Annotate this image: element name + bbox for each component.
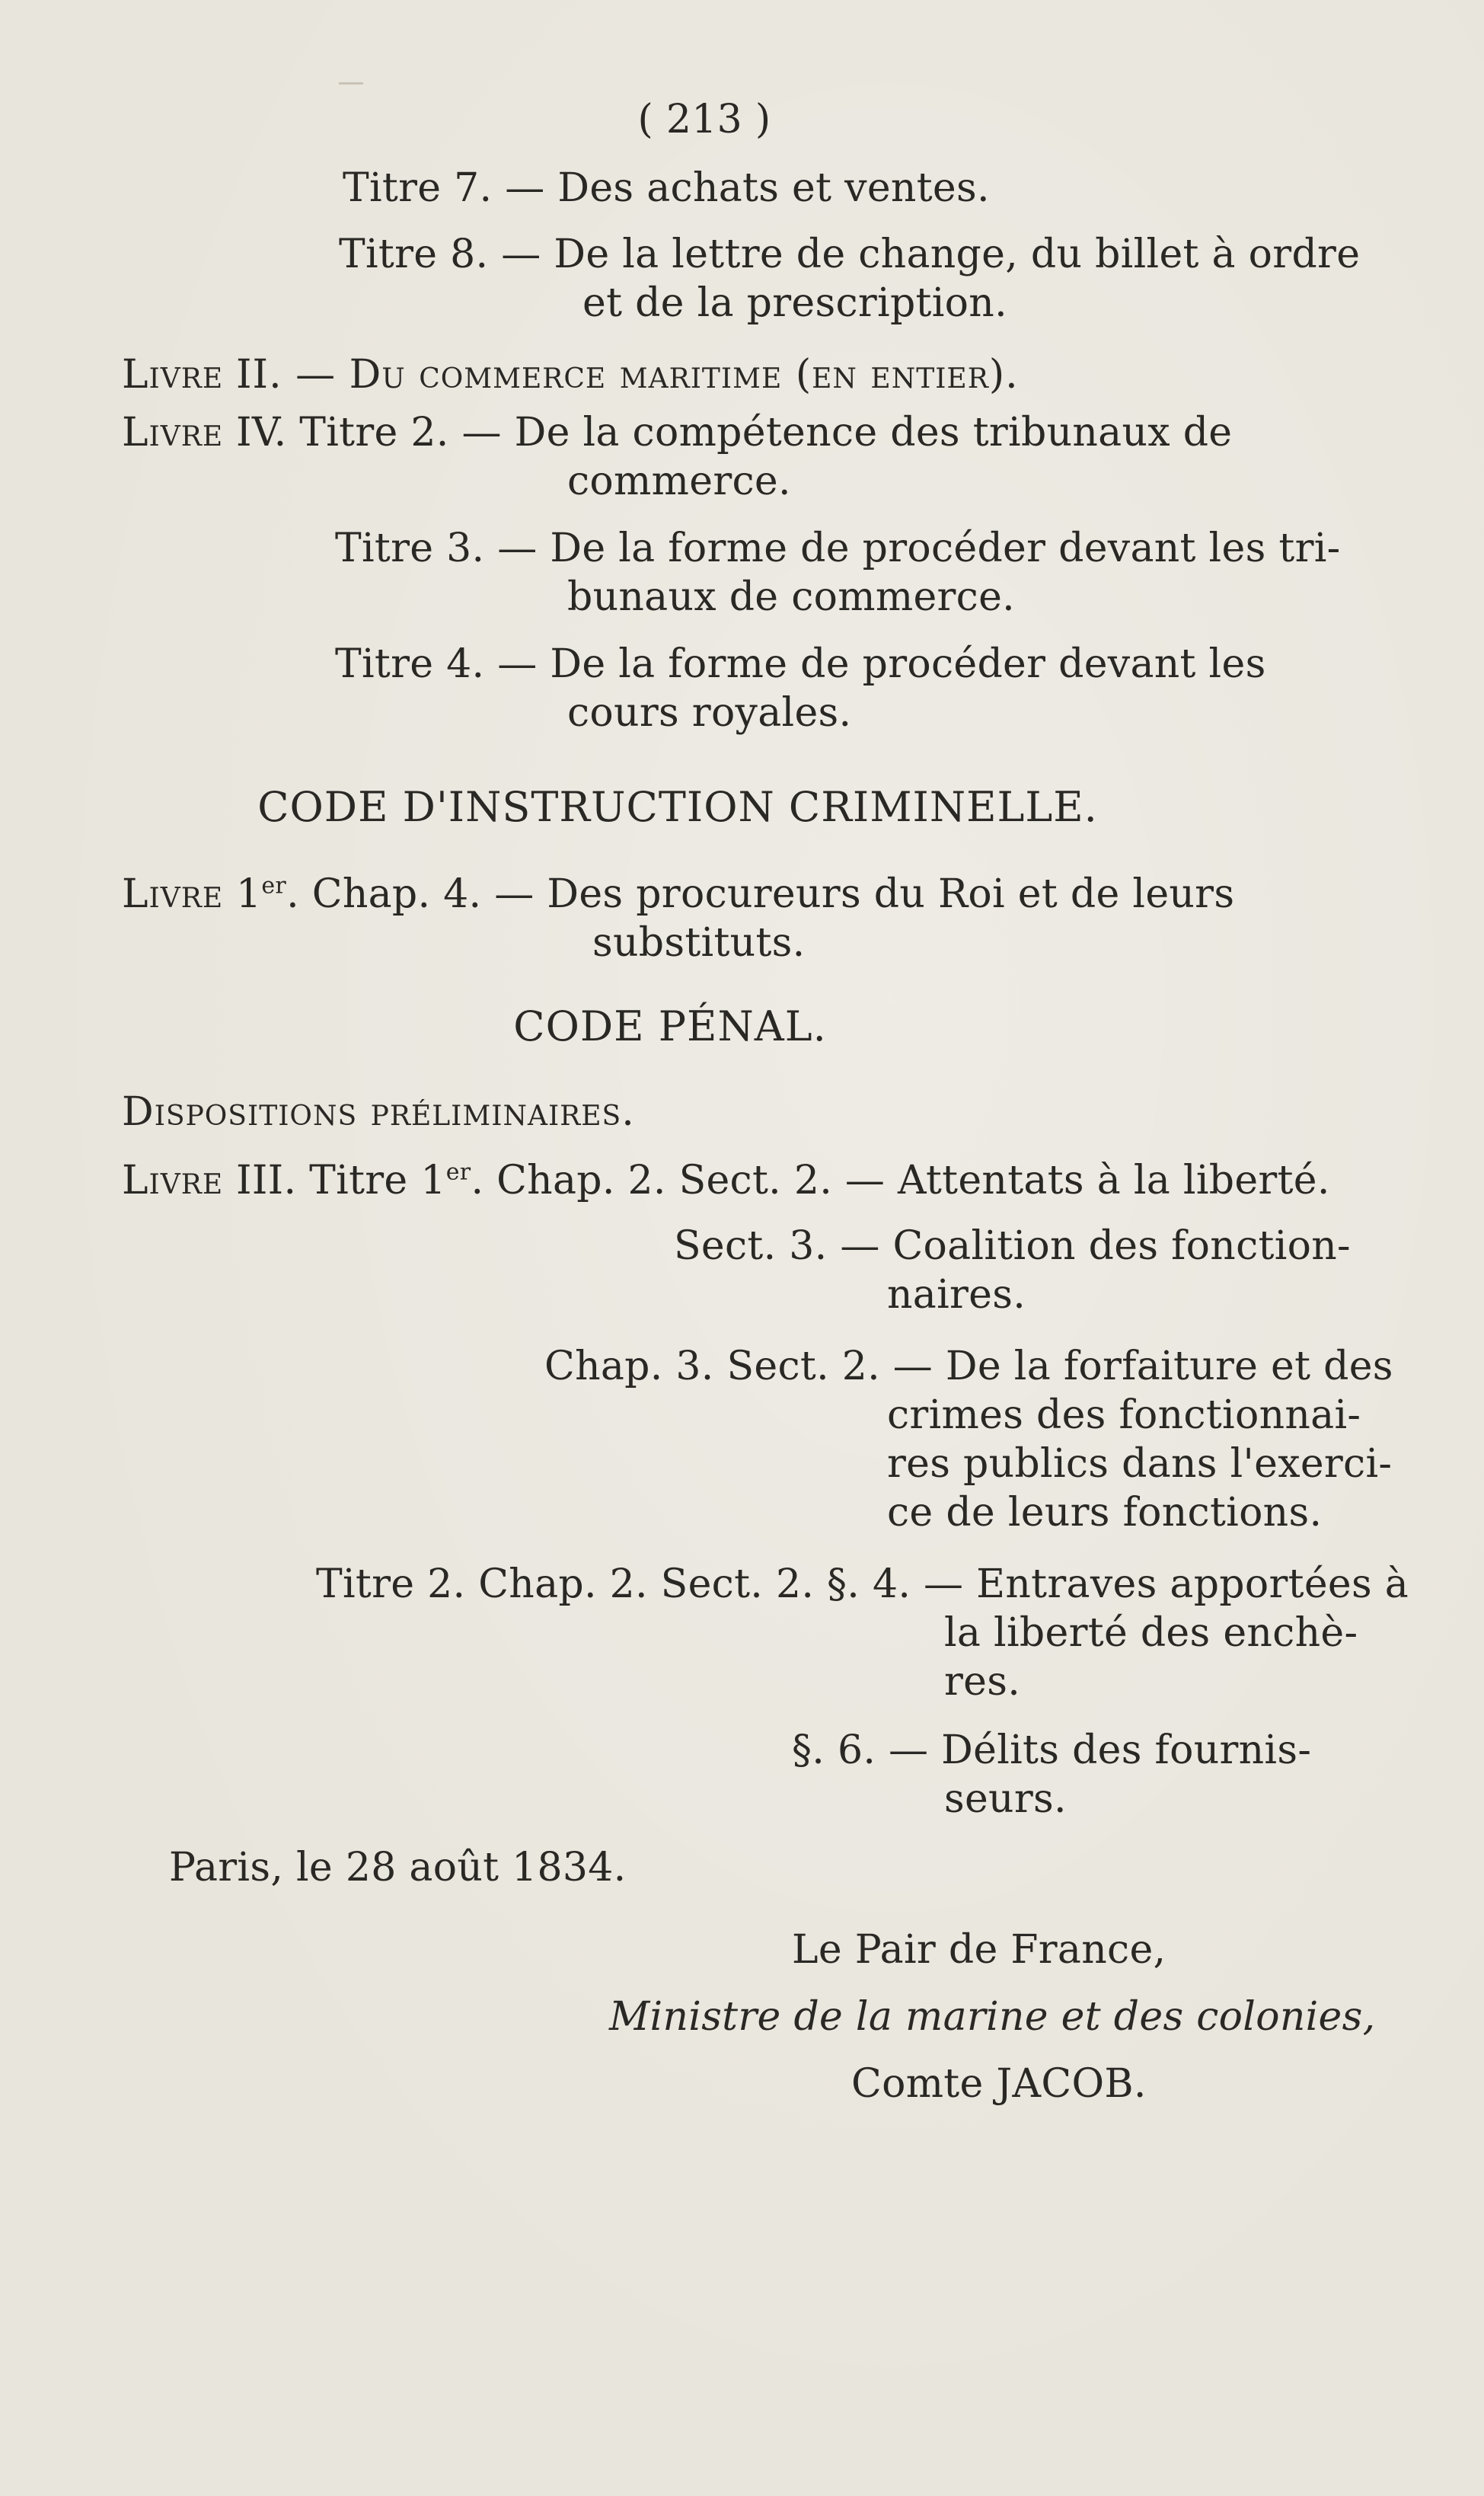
- text-line: §. 6. — Délits des fournis-: [792, 1727, 1312, 1773]
- text-line: Dispositions préliminaires.: [122, 1089, 635, 1135]
- text-line: [122, 408, 1232, 457]
- livre-text: III. Titre 1: [235, 1158, 446, 1203]
- superscript: er: [261, 872, 287, 900]
- section-heading: CODE PÉNAL.: [513, 1002, 827, 1050]
- livre-label: Livre: [122, 410, 224, 455]
- text-line: Titre 7. — Des achats et ventes.: [343, 165, 990, 211]
- livre-label: Livre: [122, 352, 224, 398]
- text-line: res.: [944, 1659, 1021, 1705]
- text-line: Sect. 3. — Coalition des fonction-: [674, 1223, 1351, 1269]
- text-line: cours royales.: [567, 690, 852, 736]
- superscript: er: [445, 1159, 471, 1186]
- text-line: naires.: [887, 1272, 1026, 1318]
- ink-mark: [339, 82, 363, 85]
- text-line: seurs.: [944, 1776, 1067, 1822]
- livre-text: . Chap. 4. — Des procureurs du Roi et de leurs: [286, 871, 1235, 917]
- livre-label: Livre: [122, 1158, 224, 1203]
- text-line: bunaux de commerce.: [567, 574, 1016, 620]
- date-line: Paris, le 28 août 1834.: [169, 1845, 627, 1890]
- text-line: Titre 4. — De la forme de procéder devant les: [335, 641, 1266, 687]
- text-line: [122, 1156, 1330, 1205]
- text-line: [122, 350, 1019, 399]
- livre-text: IV. Titre 2. — De la compétence des tribunaux de: [235, 410, 1233, 455]
- text-line: crimes des fonctionnai-: [887, 1392, 1361, 1438]
- text-line: Chap. 3. Sect. 2. — De la forfaiture et des: [544, 1344, 1393, 1389]
- livre-text: . Chap. 2. Sect. 2. — Attentats à la liberté.: [471, 1158, 1330, 1203]
- text-line: Titre 3. — De la forme de procéder devant les tri-: [335, 526, 1341, 571]
- text-line: et de la prescription.: [582, 280, 1007, 326]
- livre-label: Livre: [122, 871, 224, 917]
- signature-title: Le Pair de France,: [792, 1927, 1166, 1973]
- text-line: [122, 870, 1234, 919]
- text-line: commerce.: [567, 459, 791, 504]
- text-line: res publics dans l'exerci-: [887, 1441, 1393, 1487]
- text-line: la liberté des enchè-: [944, 1610, 1358, 1656]
- page-number: ( 213 ): [637, 97, 771, 142]
- livre-text: II. — Du commerce maritime (en entier).: [235, 352, 1019, 398]
- signature-role: Ministre de la marine et des colonies,: [609, 1994, 1376, 2040]
- text-line: Titre 2. Chap. 2. Sect. 2. §. 4. — Entraves apportées à: [316, 1561, 1409, 1607]
- text-line: Titre 8. — De la lettre de change, du billet à ordre: [339, 232, 1361, 277]
- text-line: substituts.: [592, 920, 806, 966]
- section-heading: CODE D'INSTRUCTION CRIMINELLE.: [257, 783, 1098, 831]
- signature-name: Comte JACOB.: [851, 2061, 1147, 2107]
- text-line: ce de leurs fonctions.: [887, 1490, 1323, 1536]
- livre-num: 1: [235, 871, 262, 917]
